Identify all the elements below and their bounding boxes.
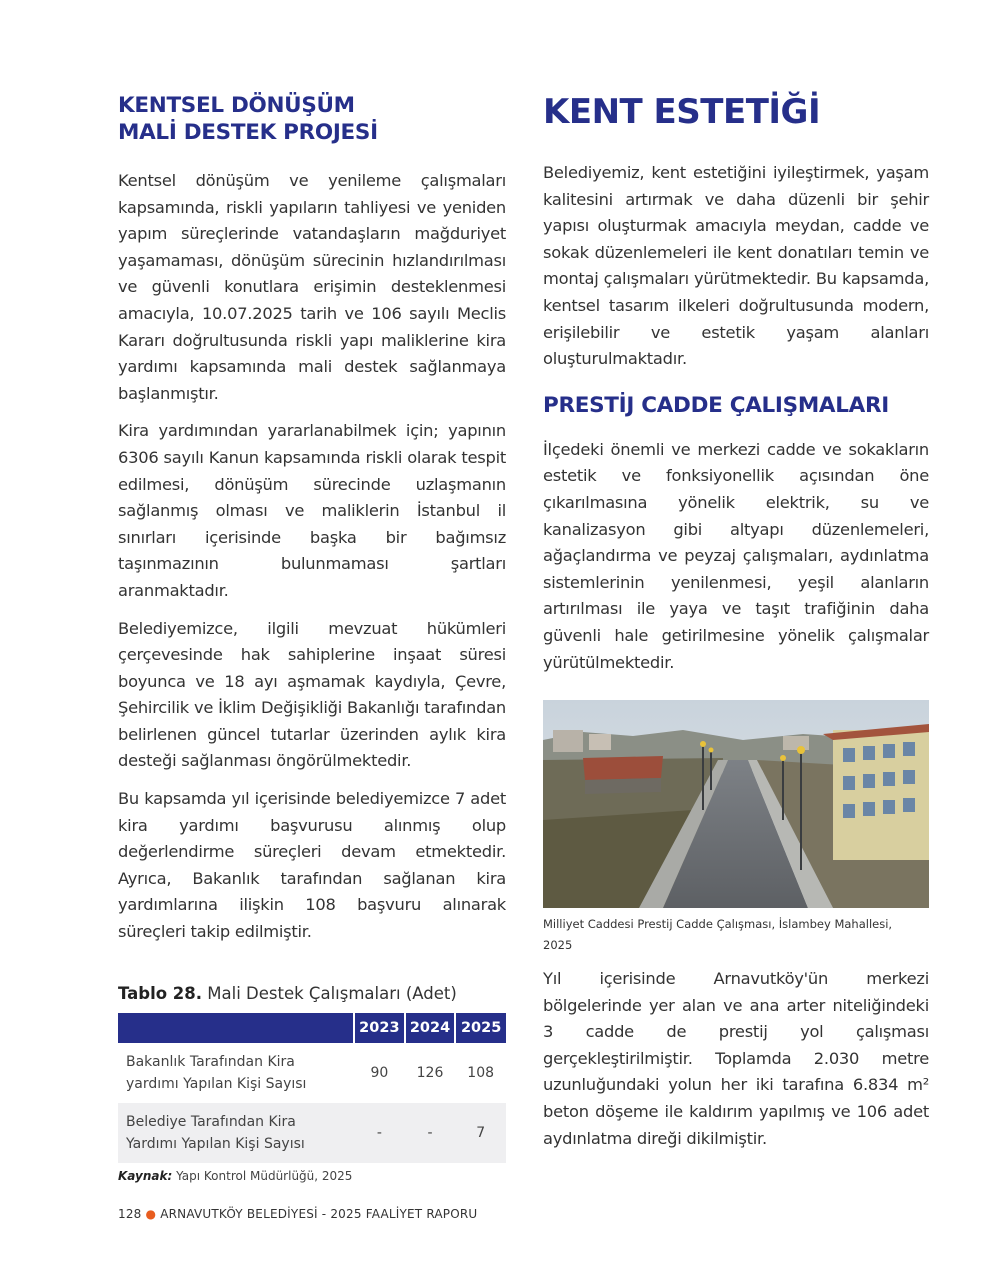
paragraph-3: Belediyemizce, ilgili mevzuat hükümleri çerçevesinde hak sahiplerine inşaat süresi boyunca ve 18 ayı aşmamak kaydıyla, Çevre, Şehircilik ve İklim Değişikliği Bakanlığı tarafından belirlenen güncel tutarlar üzerinden aylık kira desteği sağlanması öngörülmektedir. bbox=[118, 618, 506, 771]
row-label: Bakanlık Tarafından Kira yardımı Yapılan Kişi Sayısı bbox=[118, 1043, 354, 1103]
paragraph-1: Kentsel dönüşüm ve yenileme çalışmaları kapsamında, riskli yapıların tahliyesi ve yeniden yapım süreçlerinde vatandaşların mağduriyet yaşamaması, dönüşüm sürecinin hızlandırılması ve güvenli konutlara erişimin desteklenmesi amacıyla, 10.07.2025 tarih ve 106 sayılı Meclis Kararı doğrultusunda riskli yapı maliklerine kira yardımı kapsamında mali destek sağlanmaya başlanmıştır. bbox=[118, 171, 506, 403]
section-heading-mali-destek: KENTSEL DÖNÜŞÜM MALİ DESTEK PROJESİ bbox=[118, 93, 378, 145]
footer-text: ARNAVUTKÖY BELEDİYESİ - 2025 FAALİYET RAPORU bbox=[160, 1207, 478, 1221]
source-label: Kaynak: bbox=[118, 1169, 173, 1183]
table-number: Tablo 28. bbox=[118, 984, 203, 1003]
cell-2023: - bbox=[354, 1103, 405, 1163]
bullet-dot-icon: ● bbox=[145, 1207, 157, 1221]
table-header-row bbox=[118, 1013, 506, 1043]
row-label: Belediye Tarafından Kira Yardımı Yapılan Kişi Sayısı bbox=[118, 1103, 354, 1163]
left-column bbox=[118, 92, 506, 946]
paragraph-4: Bu kapsamda yıl içerisinde belediyemizce 7 adet kira yardımı başvurusu alınmış olup değerlendirme süreçleri devam etmektedir. Ayrıca, Bakanlık tarafından sağlanan kira yardımlarına ilişkin 108 başvuru alınarak süreçleri takip edilmiştir. bbox=[118, 789, 506, 942]
table-title bbox=[118, 984, 506, 1003]
cell-2023: 90 bbox=[354, 1043, 405, 1103]
table-source bbox=[118, 1169, 506, 1183]
cell-2024: - bbox=[405, 1103, 456, 1163]
cell-2024: 126 bbox=[405, 1043, 456, 1103]
section-heading-prestij: PRESTİJ CADDE ÇALIŞMALARI bbox=[543, 392, 889, 418]
table-caption: Mali Destek Çalışmaları (Adet) bbox=[207, 984, 457, 1003]
table-header-2025: 2025 bbox=[455, 1013, 506, 1043]
table-header-2023: 2023 bbox=[354, 1013, 405, 1043]
table-row bbox=[118, 1103, 506, 1163]
cell-2025: 108 bbox=[455, 1043, 506, 1103]
photo-caption: Milliyet Caddesi Prestij Cadde Çalışması, İslambey Mahallesi, 2025 bbox=[543, 917, 893, 953]
cell-2025: 7 bbox=[455, 1103, 506, 1163]
table-block bbox=[118, 984, 506, 1183]
prestij-paragraph: İlçedeki önemli ve merkezi cadde ve sokakların estetik ve fonksiyonellik açısından öne çıkarılmasına yönelik elektrik, su ve kanalizasyon gibi altyapı düzenlemeleri, ağaçlandırma ve peyzaj çalışmaları, aydınlatma sistemlerinin yenilenmesi, yeşil alanların artırılması ile yaya ve taşıt trafiğinin daha güvenli hale getirilmesine yönelik çalışmalar yürütülmektedir. bbox=[543, 439, 929, 672]
mali-destek-table bbox=[118, 1013, 506, 1163]
page-number: 128 bbox=[118, 1207, 142, 1221]
paragraph-2: Kira yardımından yararlanabilmek için; yapının 6306 sayılı Kanun kapsamında riskli olarak tespit edilmesi, dönüşüm sürecinde uzlaşmanın sağlanmış olması ve maliklerin İstanbul il sınırları içerisinde başka bir bağımsız taşınmazının bulunmaması şartları aranmaktadır. bbox=[118, 421, 506, 600]
right-column bbox=[543, 92, 929, 1152]
table-row bbox=[118, 1043, 506, 1103]
page-footer bbox=[118, 1207, 477, 1221]
intro-paragraph: Belediyemiz, kent estetiğini iyileştirmek, yaşam kalitesini artırmak ve daha düzenli bir şehir yapısı oluşturmak amacıyla meydan, cadde ve sokak düzenlemeleri ile kent donatıları temin ve montaj çalışmaları yürütmektedir. Bu kapsamda, kentsel tasarım ilkeleri doğrultusunda modern, erişilebilir ve estetik yaşam alanları oluşturulmaktadır. bbox=[543, 163, 929, 369]
street-photo-illustration bbox=[543, 700, 929, 908]
table-header-empty bbox=[118, 1013, 354, 1043]
page-title-kent-estetigi: KENT ESTETİĞİ bbox=[543, 92, 821, 132]
source-text: Yapı Kontrol Müdürlüğü, 2025 bbox=[176, 1169, 353, 1183]
street-photo bbox=[543, 700, 929, 908]
table-header-2024: 2024 bbox=[405, 1013, 456, 1043]
closing-paragraph: Yıl içerisinde Arnavutköy'ün merkezi bölgelerinde yer alan ve ana arter niteliğindeki 3 cadde de prestij yol çalışması gerçekleştirilmiştir. Toplamda 2.030 metre uzunluğundaki yolun her iki tarafına 6.834 m² beton döşeme ile kaldırım yapılmış ve 106 adet aydınlatma direği dikilmiştir. bbox=[543, 969, 929, 1148]
